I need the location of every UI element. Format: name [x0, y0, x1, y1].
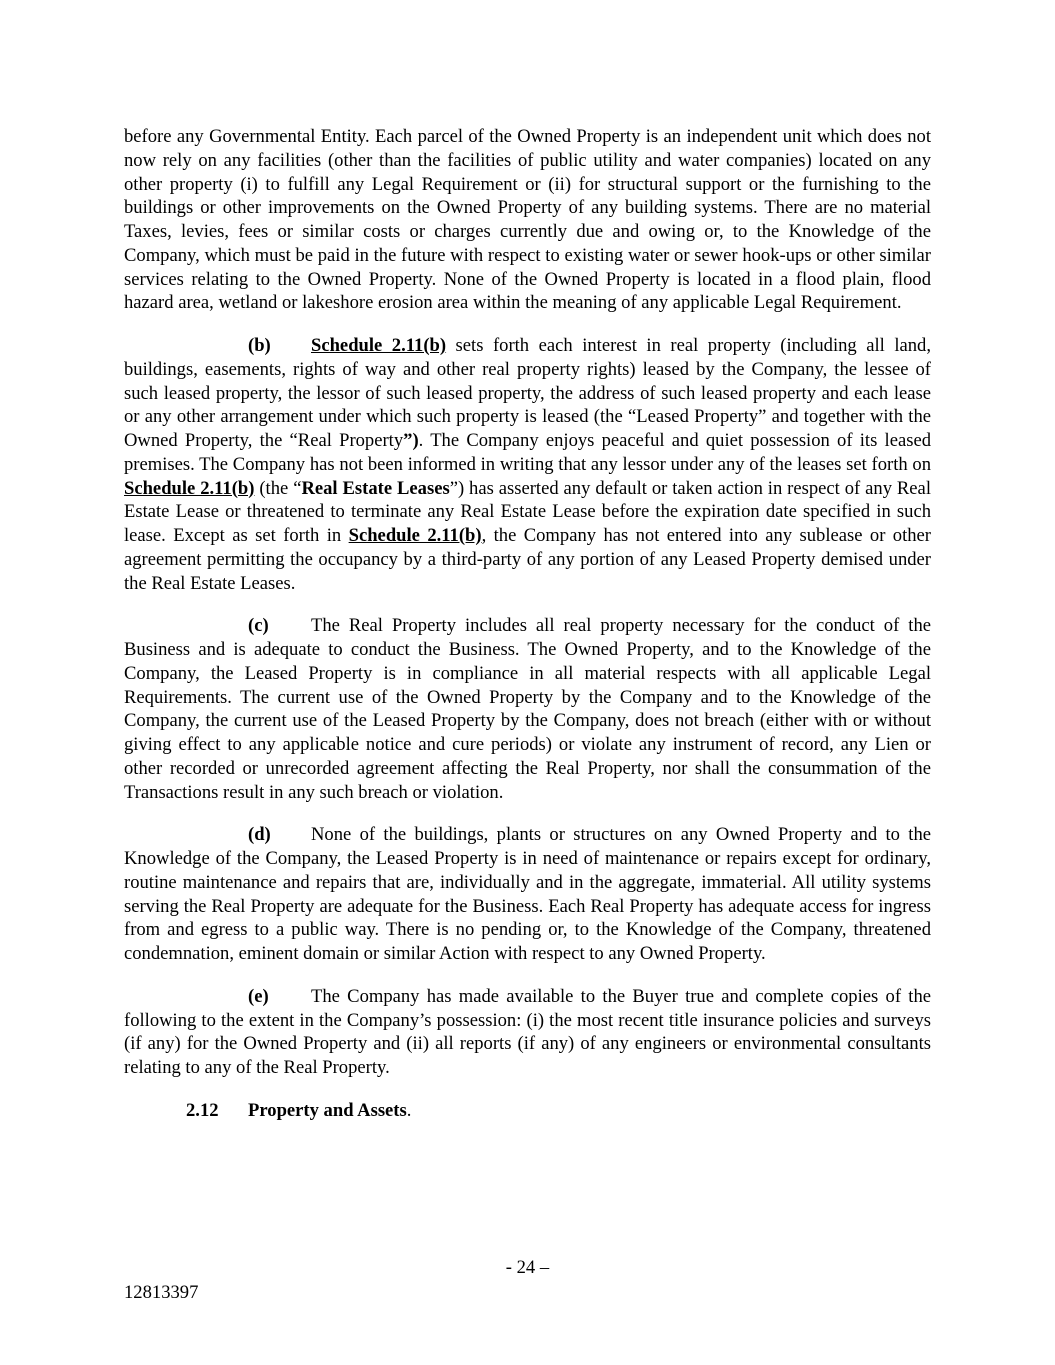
paragraph-b: (b) Schedule 2.11(b) sets forth each interest in real property (including all land, buildings, easements, rights of way and other real property rights) leased by the Company, the lessee of such leased property, the lessor of such leased property, the address of such leased property and each lease or any other arrangement under which such property is leased (the “Leased Property” and together with the Owned Property, the “Real Property”). The Company enjoys peaceful and quiet possession of its leased premises. The Company has not been informed in writing that any lessor under any of the leases set forth on Schedule 2.11(b) (the “Real Estate Leases”) has asserted any default or taken action in respect of any Real Estate Lease or threatened to terminate any Real Estate Lease before the expiration date specified in such lease. Except as set forth in Schedule 2.11(b), the Company has not entered into any sublease or other agreement permitting the occupancy by a third-party of any portion of any Leased Property demised under the Real Estate Leases.: [124, 335, 931, 594]
schedule-reference: Schedule 2.11(b): [311, 335, 447, 356]
paragraph-e: (e) The Company has made available to the Buyer true and complete copies of the following to the extent in the Company’s possession: (i) the most recent title insurance policies and surveys (if any) for the Owned Property and (ii) all reports (if any) of any engineers or environmental consultants relating to any of the Real Property.: [124, 985, 931, 1078]
document-body: [124, 125, 931, 1123]
schedule-reference: Schedule 2.11(b): [348, 525, 482, 546]
paragraph-a-continuation: before any Governmental Entity. Each parcel of the Owned Property is an independent unit which does not now rely on any facilities (other than the facilities of public utility and water companies) located on any other property (i) to fulfill any Legal Requirement or (ii) for structural support or the furnishing to the buildings or other improvements on the Owned Property of any building systems. There are no material Taxes, levies, fees or similar costs or charges currently due and owing or, to the Knowledge of the Company, which must be paid in the future with respect to existing water or sewer hook-ups or other similar services relating to the Owned Property. None of the Owned Property is located in a flood plain, flood hazard area, wetland or lakeshore erosion area within the meaning of any applicable Legal Requirement.: [124, 126, 931, 314]
section-number: 2.12: [186, 1099, 219, 1121]
paragraph-c: (c) The Real Property includes all real property necessary for the conduct of the Business and is adequate to conduct the Business. The Owned Property, and to the Knowledge of the Company, the Leased Property is in compliance in all material respects with all applicable Legal Requirements. The current use of the Owned Property by the Company and to the Knowledge of the Company, the current use of the Leased Property by the Company, does not breach (either with or without giving effect to any applicable notice and cure periods) or violate any instrument of record, any Lien or other recorded or unrecorded agreement affecting the Real Property, nor shall the consummation of the Transactions result in any such breach or violation.: [124, 615, 931, 803]
paragraph-d-label: (d): [248, 824, 271, 846]
page-number: - 24 –: [505, 1257, 550, 1278]
defined-term: Real Estate Leases: [301, 477, 450, 499]
section-title: Property and Assets: [248, 1099, 407, 1121]
paragraph-e-label: (e): [248, 985, 269, 1007]
paragraph-b-label: (b): [248, 335, 271, 356]
section-heading: 2.12 Property and Assets.: [186, 1099, 412, 1121]
schedule-reference: Schedule 2.11(b): [124, 477, 255, 499]
paragraph-c-label: (c): [248, 615, 269, 637]
document-id: 12813397: [124, 1282, 199, 1303]
paragraph-d: (d) None of the buildings, plants or structures on any Owned Property and to the Knowledge of the Company, the Leased Property is in need of maintenance or repairs except for ordinary, routine maintenance and repairs that are, individually and in the aggregate, immaterial. All utility systems serving the Real Property are adequate for the Business. Each Real Property has adequate access for ingress from and egress to a public way. There is no pending or, to the Knowledge of the Company, threatened condemnation, eminent domain or similar Action with respect to any Owned Property.: [124, 824, 931, 964]
